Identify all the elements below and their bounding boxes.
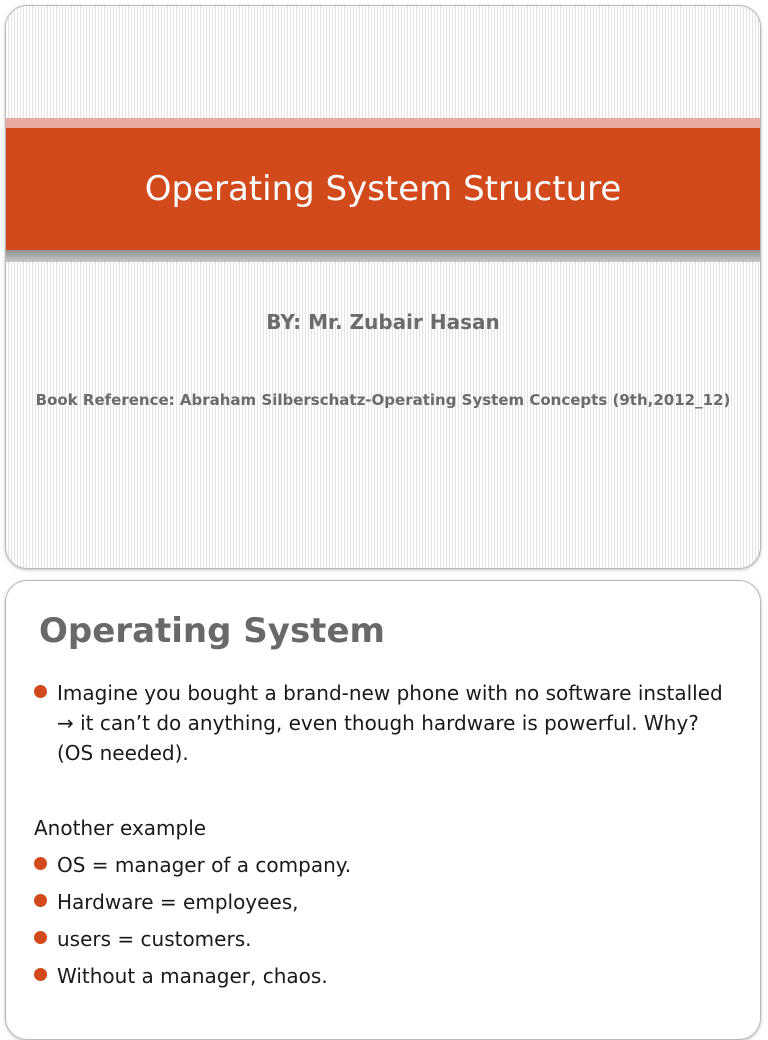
bullet-dot-icon [34, 685, 47, 698]
list-item [34, 678, 734, 768]
content-slide [5, 580, 761, 1040]
book-reference: Book Reference: Abraham Silberschatz-Operating System Concepts (9th,2012_12) [35, 391, 731, 409]
slide-title: Operating System Structure [144, 169, 622, 209]
bullet-dot-icon [34, 931, 47, 944]
slide-heading: Operating System [39, 611, 385, 651]
title-band-highlight [6, 118, 760, 128]
list-item [34, 924, 734, 954]
list-item [34, 850, 734, 880]
title-slide [5, 5, 761, 569]
list-item [34, 887, 734, 917]
bullet-text: Hardware = employees, [57, 890, 299, 914]
title-band-shadow [6, 250, 760, 262]
bullet-text: Imagine you bought a brand-new phone with no software installed → it can’t do anything, even though hardware is powerful. Why? (OS needed). [57, 681, 723, 765]
list-item [34, 961, 734, 991]
bullet-text: OS = manager of a company. [57, 853, 352, 877]
bullet-text: Without a manager, chaos. [57, 964, 328, 988]
author-line: BY: Mr. Zubair Hasan [266, 310, 500, 334]
bullet-dot-icon [34, 894, 47, 907]
bullet-text: users = customers. [57, 927, 252, 951]
bullet-dot-icon [34, 968, 47, 981]
bullet-dot-icon [34, 857, 47, 870]
subheading: Another example [34, 816, 207, 840]
